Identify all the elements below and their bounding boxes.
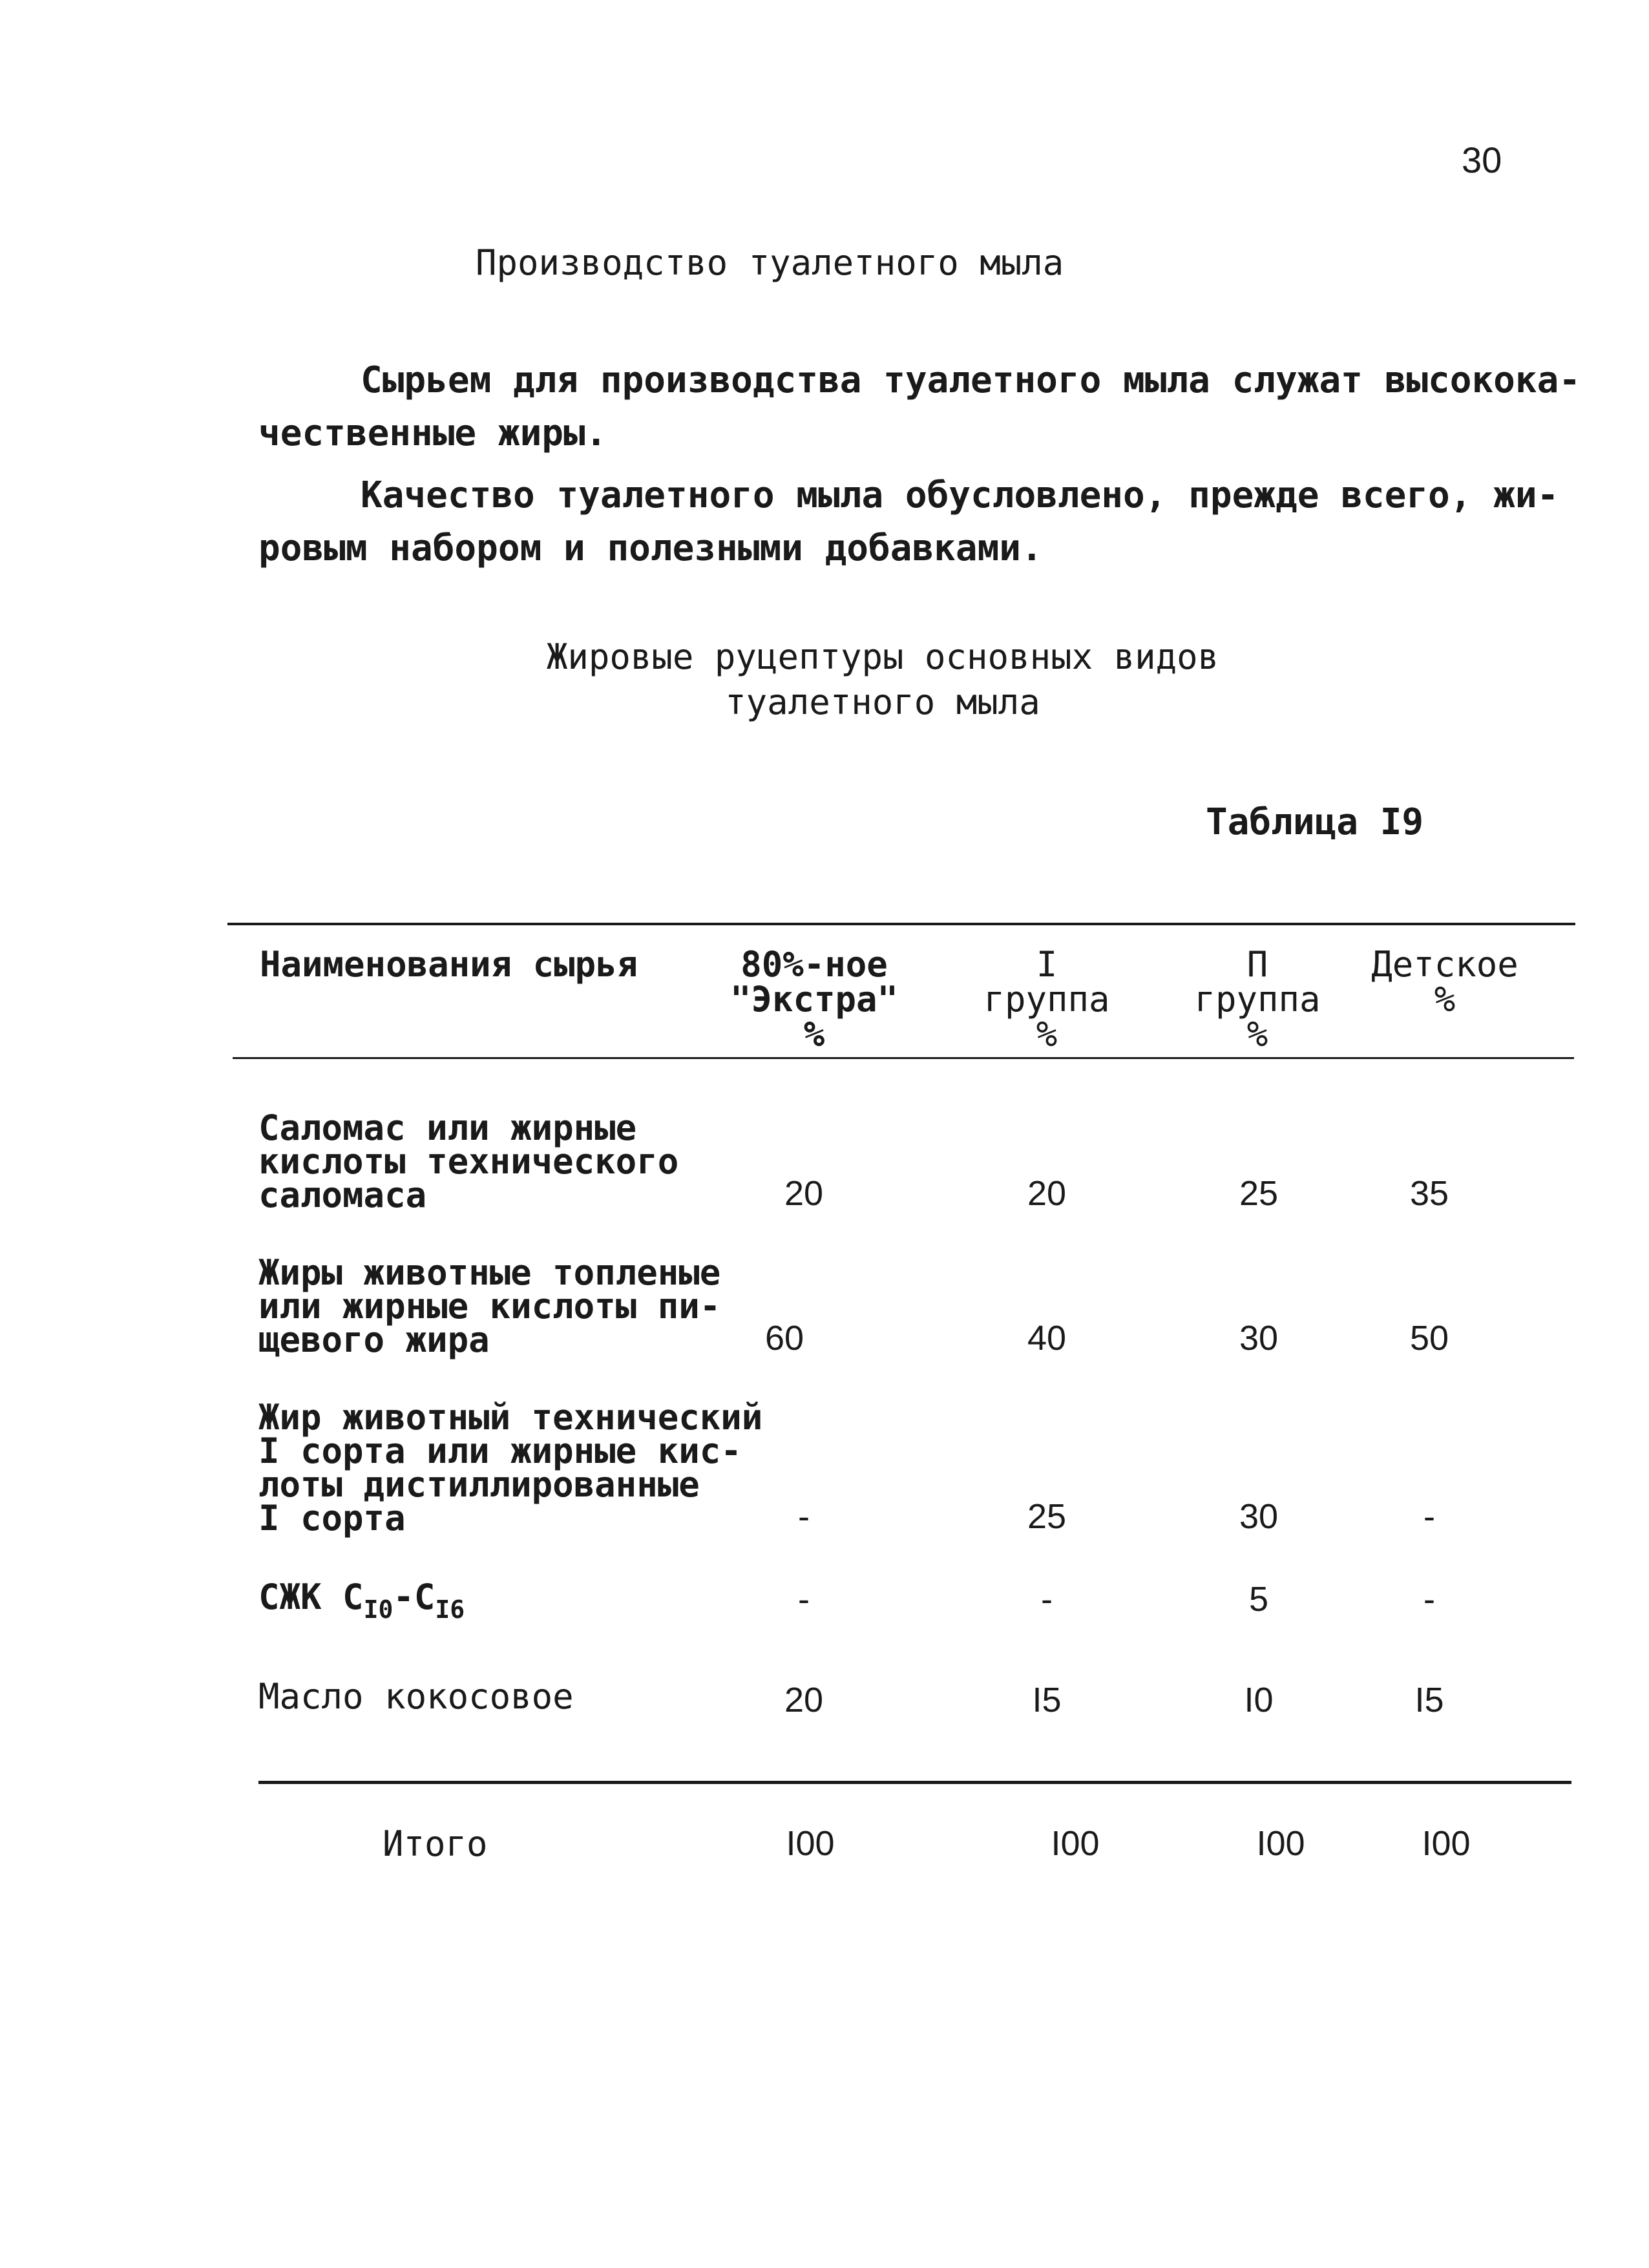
table-title	[0, 635, 1649, 725]
row-2-name	[258, 1252, 721, 1360]
row-4-name-subscript-2: I6	[435, 1595, 465, 1624]
row-2-name-line-3: щевого жира	[258, 1319, 490, 1360]
table-header-rule	[233, 1057, 1574, 1059]
total-value-children: I00	[1422, 1824, 1471, 1863]
row-3-value-group-2: 30	[1239, 1497, 1279, 1536]
paragraph-2-line-2: ровым набором и полезными добавками.	[258, 527, 1043, 569]
row-4-value-group-1: -	[1041, 1580, 1053, 1619]
row-4-value-extra: -	[798, 1580, 810, 1619]
header-name: Наименования сырья	[260, 944, 638, 985]
page-number: 30	[1462, 140, 1502, 180]
row-3-value-children: -	[1423, 1497, 1435, 1536]
row-2-value-group-1: 40	[1027, 1319, 1067, 1358]
header-group-1-line-1: I	[1036, 944, 1058, 985]
row-3-name-line-2: I сорта или жирные кис-	[258, 1431, 742, 1471]
row-2-value-group-2: 30	[1239, 1319, 1279, 1358]
row-4-value-group-2: 5	[1248, 1580, 1269, 1619]
row-3-name-line-1: Жир животный технический	[258, 1397, 763, 1438]
header-extra-line-1: 80%-ное	[740, 944, 888, 985]
total-value-group-1: I00	[1051, 1824, 1100, 1863]
header-group-1-unit: %	[1036, 1014, 1058, 1055]
table-top-rule	[227, 923, 1575, 925]
header-group-1	[969, 944, 1124, 1055]
row-1-value-group-2: 25	[1239, 1174, 1279, 1213]
total-value-group-2: I00	[1256, 1824, 1305, 1863]
header-children	[1361, 944, 1529, 1020]
row-4-value-children: -	[1423, 1580, 1435, 1619]
table-title-line-2: туалетного мыла	[725, 682, 1040, 722]
paragraph-1-line-1: Сырьем для производства туалетного мыла служат высокока-	[361, 359, 1581, 401]
row-1-value-group-1: 20	[1027, 1174, 1067, 1213]
row-3-value-extra: -	[798, 1497, 810, 1536]
paragraph-1	[258, 354, 1581, 460]
total-label: Итого	[383, 1823, 488, 1864]
row-3-name-line-4: I сорта	[258, 1498, 406, 1538]
row-4-name-subscript-1: I0	[363, 1595, 394, 1624]
row-1-value-extra: 20	[784, 1174, 824, 1213]
row-1-name-line-1: Саломас или жирные	[258, 1108, 637, 1148]
row-2-value-extra: 60	[764, 1319, 804, 1358]
row-3-name	[258, 1397, 763, 1538]
row-4-name-mid: -С	[393, 1577, 436, 1617]
row-5-name: Масло кокосовое	[258, 1676, 574, 1717]
row-4-name	[258, 1577, 465, 1626]
header-extra-unit: %	[803, 1014, 825, 1055]
row-1-name-line-3: саломаса	[258, 1175, 427, 1215]
table-total-rule	[258, 1781, 1571, 1784]
table-title-line-1: Жировые руцептуры основных видов	[546, 636, 1219, 677]
row-5-value-group-1: I5	[1032, 1681, 1062, 1719]
row-1-name	[258, 1108, 679, 1215]
row-3-value-group-1: 25	[1027, 1497, 1067, 1536]
header-children-line-1: Детское	[1371, 944, 1518, 985]
header-extra-line-2: "Экстра"	[730, 979, 899, 1020]
row-1-name-line-2: кислоты технического	[258, 1141, 679, 1182]
header-group-2	[1180, 944, 1335, 1055]
header-group-2-unit: %	[1246, 1014, 1268, 1055]
row-5-value-extra: 20	[784, 1681, 824, 1719]
paragraph-2	[258, 469, 1559, 575]
header-group-2-line-1: П	[1246, 944, 1268, 985]
row-2-name-line-2: или жирные кислоты пи-	[258, 1286, 721, 1327]
row-4-name-base: СЖК С	[258, 1577, 364, 1617]
header-group-1-line-2: группа	[983, 979, 1110, 1020]
row-3-name-line-3: лоты дистиллированные	[258, 1464, 700, 1505]
table-label: Таблица I9	[1206, 801, 1424, 843]
row-1-value-children: 35	[1409, 1174, 1449, 1213]
section-heading: Производство туалетного мыла	[476, 242, 1064, 283]
row-5-value-group-2: I0	[1244, 1681, 1274, 1719]
total-value-extra: I00	[786, 1824, 835, 1863]
paragraph-2-line-1: Качество туалетного мыла обусловлено, прежде всего, жи-	[361, 474, 1559, 516]
header-extra	[717, 944, 911, 1055]
row-5-value-children: I5	[1414, 1681, 1444, 1719]
header-children-unit: %	[1434, 979, 1456, 1020]
row-2-value-children: 50	[1409, 1319, 1449, 1358]
paragraph-1-line-2: чественные жиры.	[258, 412, 607, 454]
row-2-name-line-1: Жиры животные топленые	[258, 1252, 721, 1293]
header-group-2-line-2: группа	[1194, 979, 1321, 1020]
